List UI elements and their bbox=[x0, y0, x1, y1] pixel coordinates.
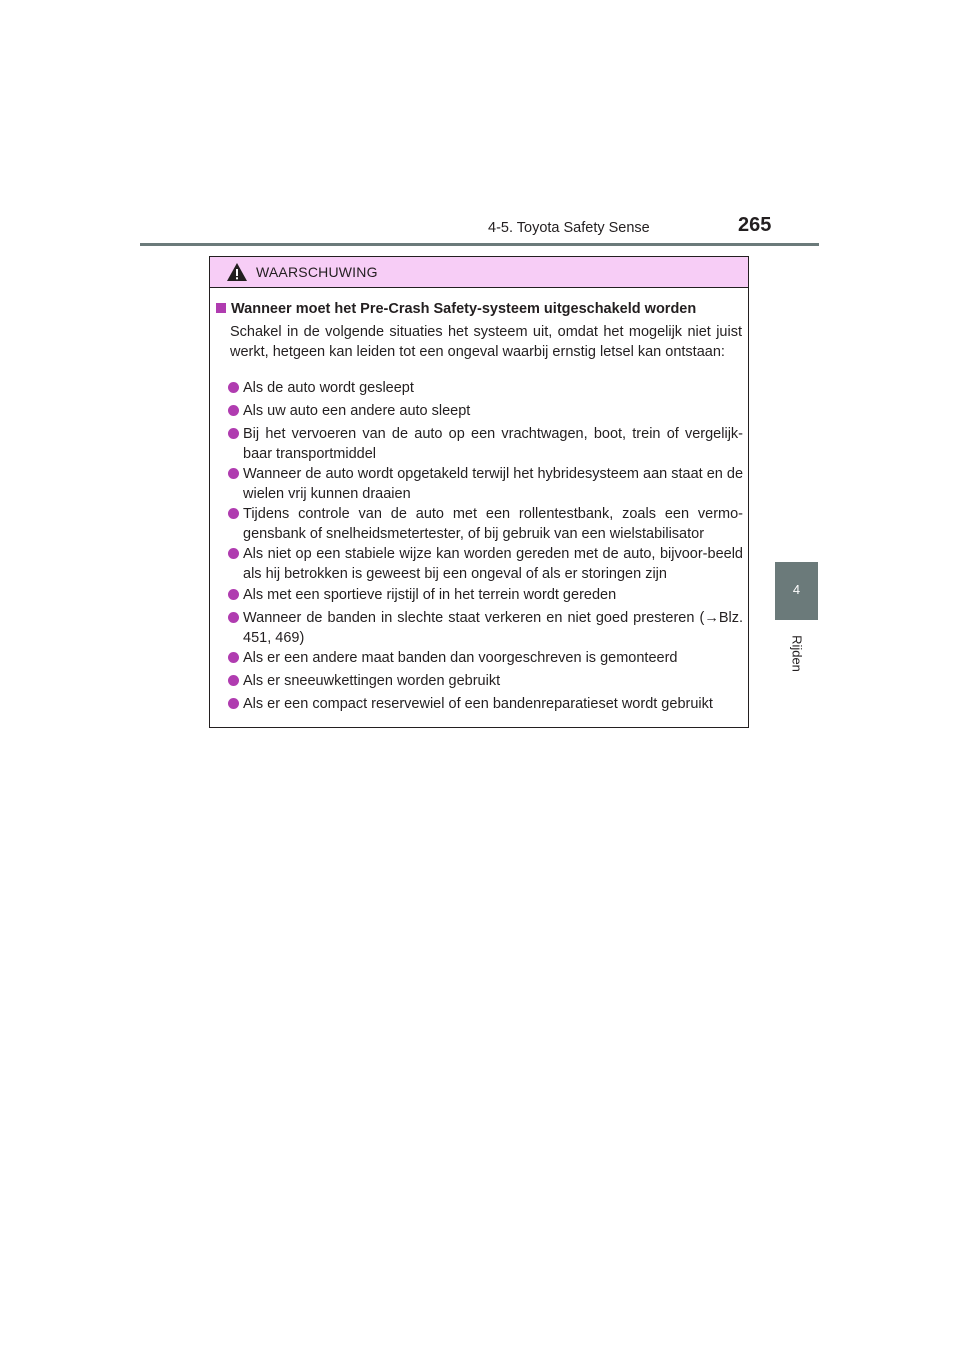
bullet-icon bbox=[228, 698, 239, 709]
list-item: Als de auto wordt gesleept bbox=[228, 378, 743, 398]
bullet-icon bbox=[228, 508, 239, 519]
list-item: Als met een sportieve rijstijl of in het terrein wordt gereden bbox=[228, 585, 743, 605]
bullet-icon bbox=[228, 675, 239, 686]
side-tab-number: 4 bbox=[792, 582, 801, 597]
page-number: 265 bbox=[738, 214, 772, 236]
list-item: Als er een andere maat banden dan voorgeschreven is gemonteerd bbox=[228, 648, 743, 668]
bullet-icon bbox=[228, 405, 239, 416]
bullet-icon bbox=[228, 382, 239, 393]
bullet-icon bbox=[228, 468, 239, 479]
side-tab bbox=[775, 562, 818, 620]
warning-title: WAARSCHUWING bbox=[256, 264, 378, 280]
side-tab-label-wrap bbox=[782, 632, 812, 682]
list-item: Wanneer de auto wordt opgetakeld terwijl het hybridesysteem aan staat en de wielen vrij kunnen draaien bbox=[228, 464, 743, 504]
bullet-icon bbox=[228, 428, 239, 439]
section-heading bbox=[216, 301, 696, 317]
bullet-icon bbox=[228, 612, 239, 623]
square-bullet-icon bbox=[216, 303, 226, 313]
list-item: Wanneer de banden in slechte staat verkeren en niet goed presteren (→Blz. 451, 469) bbox=[228, 608, 743, 648]
warning-header bbox=[210, 257, 748, 288]
list-item: Als uw auto een andere auto sleept bbox=[228, 401, 743, 421]
list-item: Als er een compact reservewiel of een bandenreparatieset wordt gebruikt bbox=[228, 694, 743, 714]
list-item: Als er sneeuwkettingen worden gebruikt bbox=[228, 671, 743, 691]
side-tab-label: Rijden bbox=[789, 635, 805, 672]
section-heading-text: Wanneer moet het Pre-Crash Safety-systeem uitgeschakeld worden bbox=[231, 301, 697, 317]
header-section: 4-5. Toyota Safety Sense bbox=[488, 220, 650, 236]
warning-box bbox=[209, 256, 749, 728]
warning-triangle-icon bbox=[226, 262, 248, 282]
bullet-icon bbox=[228, 589, 239, 600]
list-item: Bij het vervoeren van de auto op een vrachtwagen, boot, trein of vergelijk-baar transportmiddel bbox=[228, 424, 743, 464]
intro-text: Schakel in de volgende situaties het systeem uit, omdat het mogelijk niet juist werkt, hetgeen kan leiden tot een ongeval waarbij ernstig letsel kan ontstaan: bbox=[230, 324, 742, 360]
list-item: Tijdens controle van de auto met een rollentestbank, zoals een vermo-gensbank of snelheidsmetertester, of bij gebruik van een wielstabilisator bbox=[228, 504, 743, 544]
bullet-icon bbox=[228, 652, 239, 663]
list-item: Als niet op een stabiele wijze kan worden gereden met de auto, bijvoor-beeld als hij betrokken is geweest bij een ongeval of als er storingen zijn bbox=[228, 544, 743, 584]
header-rule bbox=[140, 243, 819, 246]
bullet-icon bbox=[228, 548, 239, 559]
